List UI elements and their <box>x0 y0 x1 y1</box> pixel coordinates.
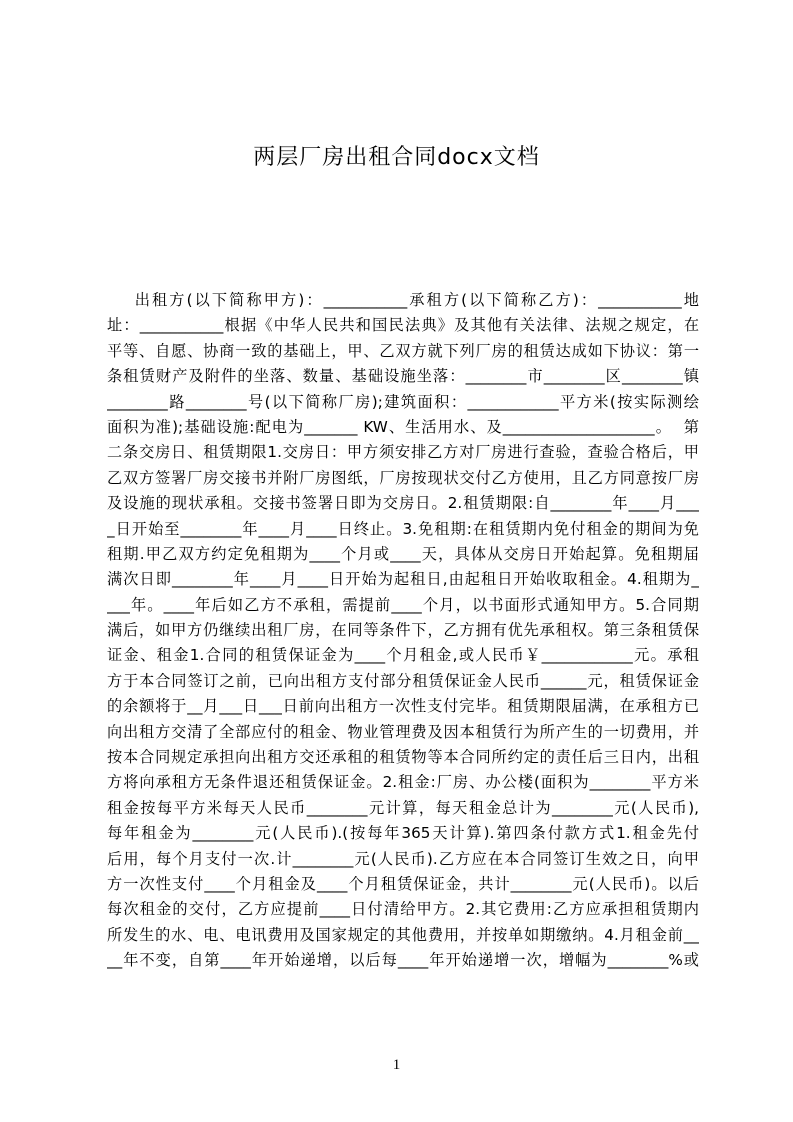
body-line: __年不变，自第____年开始递增，以后每____年开始递增一次，增幅为________%或 <box>107 951 699 970</box>
document-title: 两层厂房出租合同docx文档 <box>253 145 540 170</box>
body-line: 的余额将于__月___日___日前向出租方一次性支付完毕。租赁期限届满，在承租方已 <box>107 697 699 716</box>
body-line: ________路________号(以下简称厂房);建筑面积：____________平方米(按实际测绘 <box>107 392 699 411</box>
body-line: 后用，每个月支付一次.计________元(人民币).乙方应在本合同签订生效之日，向甲 <box>107 849 699 868</box>
page-number: 1 <box>392 1057 401 1073</box>
body-line: 向出租方交清了全部应付的租金、物业管理费及因本租赁行为所产生的一切费用，并 <box>107 722 699 741</box>
body-line: 出租方(以下简称甲方)：___________承租方(以下简称乙方)：___________地 <box>107 291 699 309</box>
body-line: 每年租金为________元(人民币).(按每年365天计算).第四条付款方式1.租金先付 <box>107 824 699 843</box>
body-line: 方一次性支付____个月租金及____个月租赁保证金，共计________元(人民币)。以后 <box>107 874 699 893</box>
body-line: 满次日即________年____月____日开始为起租日,由起租日开始收取租金。4.租期为_ <box>107 570 699 589</box>
body-line: ___年。____年后如乙方不承租，需提前____个月，以书面形式通知甲方。5.合同期 <box>107 595 699 614</box>
body-line: 满后，如甲方仍继续出租厂房，在同等条件下，乙方拥有优先承租权。第三条租赁保 <box>107 621 699 640</box>
body-line: 平等、自愿、协商一致的基础上，甲、乙双方就下列厂房的租赁达成如下协议：第一 <box>107 341 699 360</box>
body-line: 面积为准);基础设施:配电为_______ KW、生活用水、及____________________。 第 <box>107 417 699 436</box>
body-line: 及设施的现状承租。交接书签署日即为交房日。2.租赁期限:自________年____月___ <box>107 494 699 513</box>
body-line: 条租赁财产及附件的坐落、数量、基础设施坐落：________市________区________镇 <box>107 367 699 386</box>
body-line: 证金、租金1.合同的租赁保证金为____个月租金,或人民币￥____________元。承租 <box>107 646 699 665</box>
body-line: 乙双方签署厂房交接书并附厂房图纸，厂房按现状交付乙方使用，且乙方同意按厂房 <box>107 468 699 487</box>
body-line: 址：___________根据《中华人民共和国民法典》及其他有关法律、法规之规定，在 <box>107 316 699 335</box>
body-line: _日开始至________年____月____日终止。3.免租期:在租赁期内免付租金的期间为免 <box>107 519 699 538</box>
body-line: 二条交房日、租赁期限1.交房日：甲方须安排乙方对厂房进行查验，查验合格后，甲 <box>107 443 699 462</box>
body-line: 租期.甲乙双方约定免租期为____个月或____天，具体从交房日开始起算。免租期届 <box>107 544 699 563</box>
body-line: 方于本合同签订之前，已向出租方支付部分租赁保证金人民币______元，租赁保证金 <box>107 671 699 690</box>
body-line: 按本合同规定承担向出租方交还承租的租赁物等本合同所约定的责任后三日内，出租 <box>107 748 699 767</box>
body-line: 方将向承租方无条件退还租赁保证金。2.租金:厂房、办公楼(面积为________平方米 <box>107 773 699 792</box>
body-line: 每次租金的交付，乙方应提前____日付清给甲方。2.其它费用:乙方应承担租赁期内 <box>107 900 699 919</box>
body-line: 所发生的水、电、电讯费用及国家规定的其他费用，并按单如期缴纳。4.月租金前__ <box>107 925 699 944</box>
document-body <box>107 288 699 974</box>
body-line: 租金按每平方米每天人民币________元计算，每天租金总计为________元(人民币), <box>107 798 699 817</box>
